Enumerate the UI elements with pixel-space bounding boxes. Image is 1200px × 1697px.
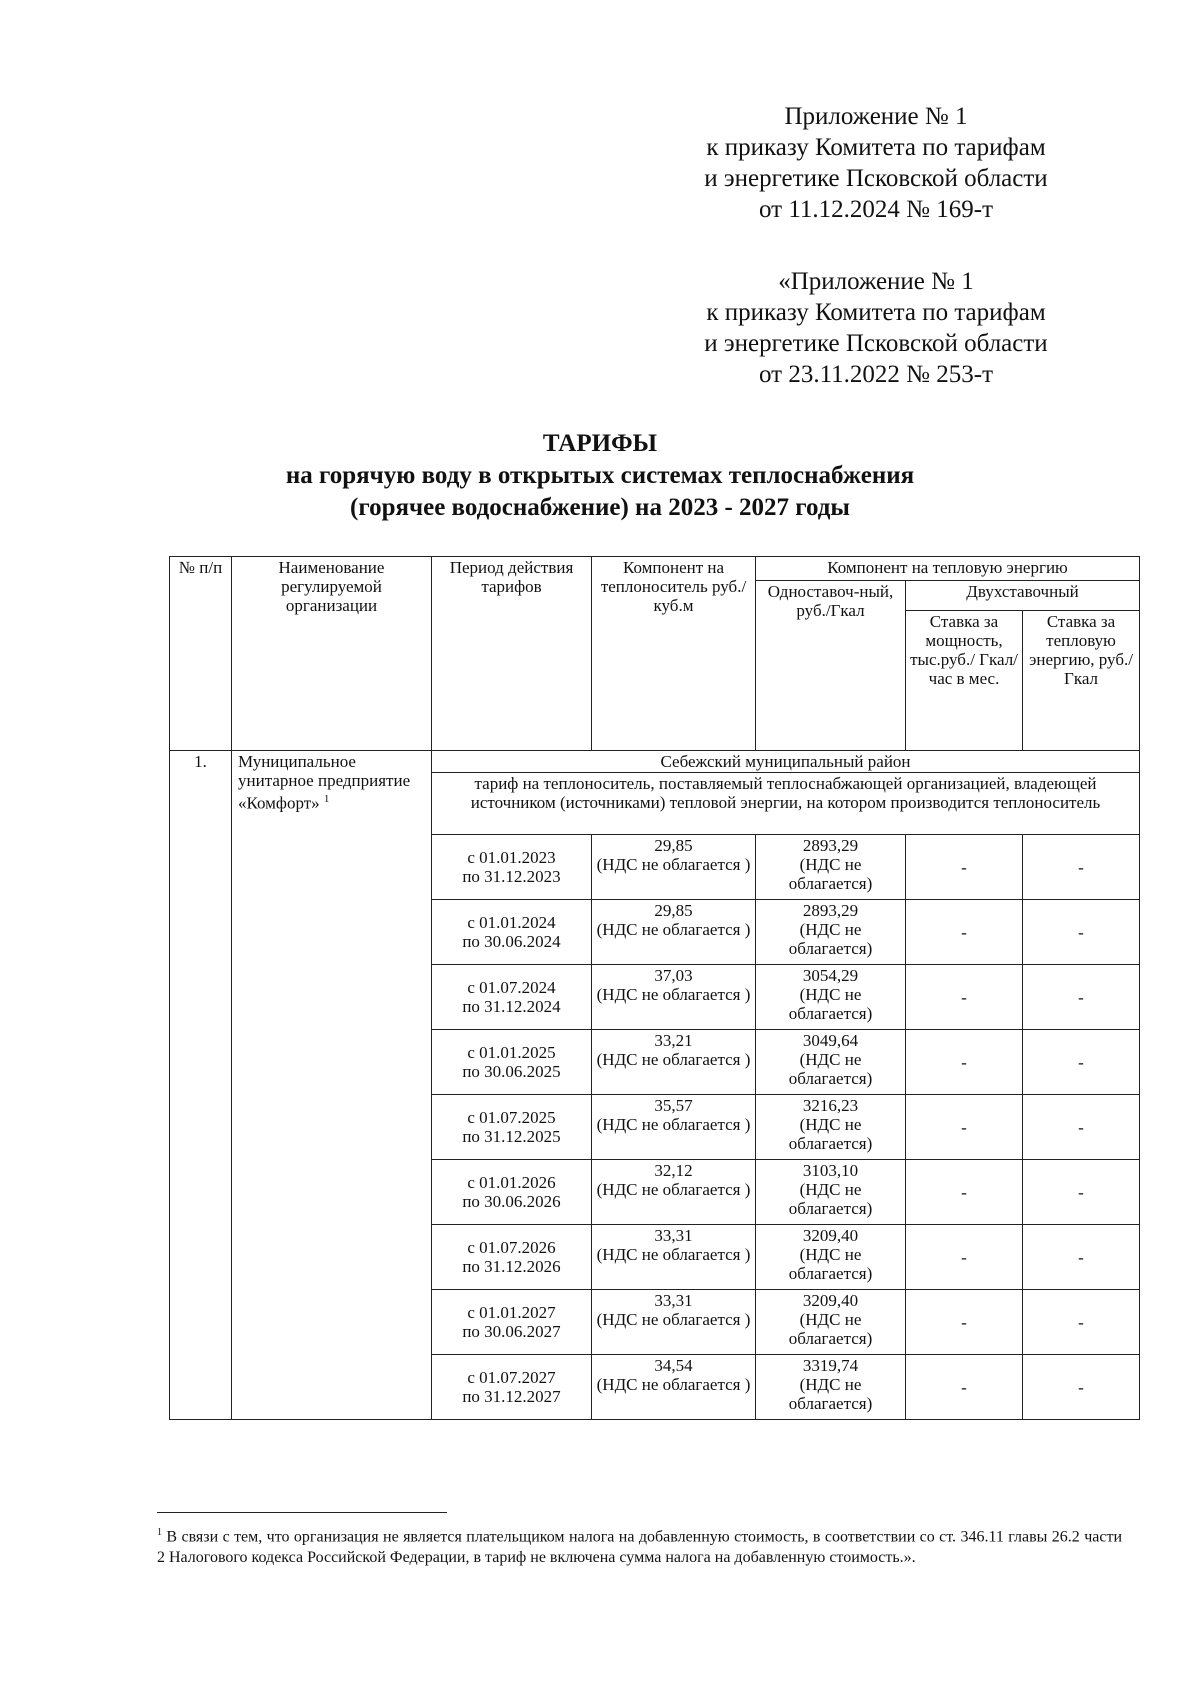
header-capacity-rate: Ставка за мощность, тыс.руб./ Гкал/час в мес. — [906, 611, 1023, 751]
one-part-cell — [756, 900, 906, 965]
vat-note: (НДС не облагается) — [788, 920, 873, 958]
order-reference: к приказу Комитета по тарифам — [706, 299, 1046, 326]
footnote-separator — [157, 1512, 447, 1513]
order-date-number: от 11.12.2024 № 169-т — [758, 196, 994, 223]
vat-note: (НДС не облагается) — [788, 985, 873, 1023]
one-part-value: 3216,23 — [802, 1096, 859, 1115]
district-row — [170, 751, 1140, 773]
carrier-value: 33,31 — [654, 1226, 693, 1245]
period-from: с 01.01.2027 — [467, 1303, 556, 1322]
tariff-row — [170, 965, 1140, 1030]
vat-note: (НДС не облагается ) — [596, 1310, 751, 1329]
title-subject: на горячую воду в открытых системах теплоснабжения — [285, 462, 915, 489]
empty-cell — [232, 1030, 432, 1095]
empty-cell — [170, 1355, 232, 1420]
one-part-value: 2893,29 — [802, 836, 859, 855]
vat-note: (НДС не облагается ) — [596, 985, 751, 1004]
title-period: (горячее водоснабжение) на 2023 - 2027 годы — [350, 494, 850, 521]
vat-note: (НДС не облагается) — [788, 1050, 873, 1088]
empty-cell — [170, 965, 232, 1030]
one-part-value: 2893,29 — [802, 901, 859, 920]
vat-note: (НДС не облагается ) — [596, 920, 751, 939]
vat-note: (НДС не облагается ) — [596, 1115, 751, 1134]
period-to: по 30.06.2026 — [462, 1192, 561, 1211]
period-from: с 01.01.2025 — [467, 1043, 556, 1062]
energy-rate-cell: - — [1023, 900, 1140, 965]
energy-rate-cell: - — [1023, 1160, 1140, 1225]
carrier-cell — [592, 1290, 756, 1355]
capacity-rate-cell: - — [906, 1095, 1023, 1160]
tariff-row — [170, 1355, 1140, 1420]
energy-rate-cell: - — [1023, 835, 1140, 900]
empty-cell — [232, 1355, 432, 1420]
empty-cell — [170, 1290, 232, 1355]
tariff-row — [170, 900, 1140, 965]
vat-note: (НДС не облагается) — [788, 1375, 873, 1413]
header-energy-rate: Ставка за тепловую энергию, руб./Гкал — [1023, 611, 1140, 751]
title-main: ТАРИФЫ — [542, 430, 658, 457]
energy-rate-cell: - — [1023, 1030, 1140, 1095]
tariff-note: тариф на теплоноситель, поставляемый теплоснабжающей организацией, владеющей источником (источниками) тепловой энергии, на котором производится теплоноситель — [432, 773, 1140, 835]
period-cell — [432, 1225, 592, 1290]
vat-note: (НДС не облагается) — [788, 1115, 873, 1153]
period-cell — [432, 1030, 592, 1095]
vat-note: (НДС не облагается ) — [596, 1375, 751, 1394]
previous-order-appendix-header — [676, 266, 1076, 390]
empty-cell — [232, 900, 432, 965]
header-two-part-rate: Двухставочный — [906, 581, 1140, 611]
capacity-rate-cell: - — [906, 900, 1023, 965]
order-date-number: от 23.11.2022 № 253-т — [758, 361, 994, 388]
empty-cell — [170, 835, 232, 900]
period-from: с 01.01.2023 — [467, 848, 556, 867]
one-part-value: 3209,40 — [802, 1226, 859, 1245]
period-from: с 01.01.2024 — [467, 913, 556, 932]
period-from: с 01.07.2026 — [467, 1238, 556, 1257]
one-part-value: 3319,74 — [802, 1356, 859, 1375]
one-part-value: 3103,10 — [802, 1161, 859, 1180]
carrier-value: 34,54 — [654, 1356, 693, 1375]
period-cell — [432, 965, 592, 1030]
vat-note: (НДС не облагается) — [788, 1310, 873, 1348]
carrier-value: 37,03 — [654, 966, 693, 985]
carrier-cell — [592, 1225, 756, 1290]
one-part-value: 3049,64 — [802, 1031, 859, 1050]
carrier-value: 35,57 — [654, 1096, 693, 1115]
period-to: по 30.06.2025 — [462, 1062, 561, 1081]
district-name: Себежский муниципальный район — [432, 751, 1140, 773]
tariff-table — [169, 556, 1140, 1420]
period-cell — [432, 1355, 592, 1420]
committee-name: и энергетике Псковской области — [704, 330, 1048, 357]
empty-cell — [170, 900, 232, 965]
empty-cell — [232, 1290, 432, 1355]
period-from: с 01.07.2027 — [467, 1368, 556, 1387]
period-cell — [432, 1290, 592, 1355]
period-to: по 30.06.2024 — [462, 932, 561, 951]
period-from: с 01.07.2024 — [467, 978, 556, 997]
vat-note: (НДС не облагается ) — [596, 1050, 751, 1069]
empty-cell — [232, 1160, 432, 1225]
tariff-row — [170, 1225, 1140, 1290]
carrier-value: 29,85 — [654, 901, 693, 920]
carrier-cell — [592, 1095, 756, 1160]
period-to: по 31.12.2026 — [462, 1257, 561, 1276]
tariff-row — [170, 1030, 1140, 1095]
one-part-cell — [756, 1160, 906, 1225]
header-row — [170, 557, 1140, 581]
empty-cell — [232, 1225, 432, 1290]
tariff-row — [170, 1290, 1140, 1355]
carrier-cell — [592, 1355, 756, 1420]
carrier-cell — [592, 965, 756, 1030]
period-to: по 31.12.2024 — [462, 997, 561, 1016]
period-cell — [432, 835, 592, 900]
empty-cell — [170, 1095, 232, 1160]
one-part-value: 3209,40 — [802, 1291, 859, 1310]
capacity-rate-cell: - — [906, 1030, 1023, 1095]
header-organization: Наименование регулируемой организации — [232, 557, 432, 751]
vat-note: (НДС не облагается ) — [596, 1180, 751, 1199]
document-title — [0, 428, 1200, 524]
one-part-cell — [756, 1030, 906, 1095]
vat-note: (НДС не облагается ) — [596, 1245, 751, 1264]
energy-rate-cell: - — [1023, 1095, 1140, 1160]
vat-note: (НДС не облагается) — [788, 855, 873, 893]
empty-cell — [170, 773, 232, 835]
period-to: по 31.12.2023 — [462, 867, 561, 886]
footnote-mark: 1 — [157, 1527, 162, 1538]
energy-rate-cell: - — [1023, 1290, 1140, 1355]
empty-cell — [232, 835, 432, 900]
carrier-value: 29,85 — [654, 836, 693, 855]
period-to: по 31.12.2027 — [462, 1387, 561, 1406]
energy-rate-cell: - — [1023, 1355, 1140, 1420]
carrier-cell — [592, 900, 756, 965]
committee-name: и энергетике Псковской области — [704, 165, 1048, 192]
period-to: по 31.12.2025 — [462, 1127, 561, 1146]
tariff-row — [170, 835, 1140, 900]
empty-cell — [170, 1225, 232, 1290]
one-part-cell — [756, 1225, 906, 1290]
period-cell — [432, 900, 592, 965]
period-from: с 01.01.2026 — [467, 1173, 556, 1192]
capacity-rate-cell: - — [906, 835, 1023, 900]
period-cell — [432, 1095, 592, 1160]
carrier-value: 33,21 — [654, 1031, 693, 1050]
period-cell — [432, 1160, 592, 1225]
vat-note: (НДС не облагается) — [788, 1180, 873, 1218]
one-part-cell — [756, 1290, 906, 1355]
one-part-value: 3054,29 — [802, 966, 859, 985]
order-reference: к приказу Комитета по тарифам — [706, 134, 1046, 161]
one-part-cell — [756, 965, 906, 1030]
energy-rate-cell: - — [1023, 965, 1140, 1030]
vat-note: (НДС не облагается) — [788, 1245, 873, 1283]
one-part-cell — [756, 1095, 906, 1160]
tariff-row — [170, 1160, 1140, 1225]
period-to: по 30.06.2027 — [462, 1322, 561, 1341]
appendix-number: Приложение № 1 — [784, 103, 968, 130]
empty-cell — [170, 1160, 232, 1225]
current-order-appendix-header — [676, 101, 1076, 225]
tariff-row — [170, 1095, 1140, 1160]
footnote-text: В связи с тем, что организация не является плательщиком налога на добавленную стоимость, в соответствии со ст. 346.11 главы 26.2 части 2 Налогового кодекса Российской Федерации, в тариф не включена сумма налога на добавленную стоимость.». — [157, 1528, 1123, 1567]
one-part-cell — [756, 1355, 906, 1420]
header-one-part-rate: Одноставоч-ный, руб./Гкал — [756, 581, 906, 751]
appendix-number: «Приложение № 1 — [778, 268, 974, 295]
carrier-cell — [592, 835, 756, 900]
carrier-value: 32,12 — [654, 1161, 693, 1180]
carrier-cell — [592, 1160, 756, 1225]
header-carrier-component: Компонент на теплоноситель руб./куб.м — [592, 557, 756, 751]
empty-cell — [232, 965, 432, 1030]
energy-rate-cell: - — [1023, 1225, 1140, 1290]
capacity-rate-cell: - — [906, 1225, 1023, 1290]
footnote — [157, 1522, 1122, 1568]
org-name: Муниципальное унитарное предприятие «Комфорт» — [238, 752, 411, 813]
period-from: с 01.07.2025 — [467, 1108, 556, 1127]
capacity-rate-cell: - — [906, 1290, 1023, 1355]
header-period: Период действия тарифов — [432, 557, 592, 751]
capacity-rate-cell: - — [906, 1160, 1023, 1225]
vat-note: (НДС не облагается ) — [596, 855, 751, 874]
org-name-cell — [232, 751, 432, 835]
capacity-rate-cell: - — [906, 965, 1023, 1030]
carrier-value: 33,31 — [654, 1291, 693, 1310]
header-energy-component: Компонент на тепловую энергию — [756, 557, 1140, 581]
capacity-rate-cell: - — [906, 1355, 1023, 1420]
empty-cell — [232, 1095, 432, 1160]
empty-cell — [170, 1030, 232, 1095]
carrier-cell — [592, 1030, 756, 1095]
org-footnote-mark: 1 — [323, 793, 330, 805]
org-number-cell: 1. — [170, 751, 232, 773]
header-number: № п/п — [170, 557, 232, 751]
one-part-cell — [756, 835, 906, 900]
